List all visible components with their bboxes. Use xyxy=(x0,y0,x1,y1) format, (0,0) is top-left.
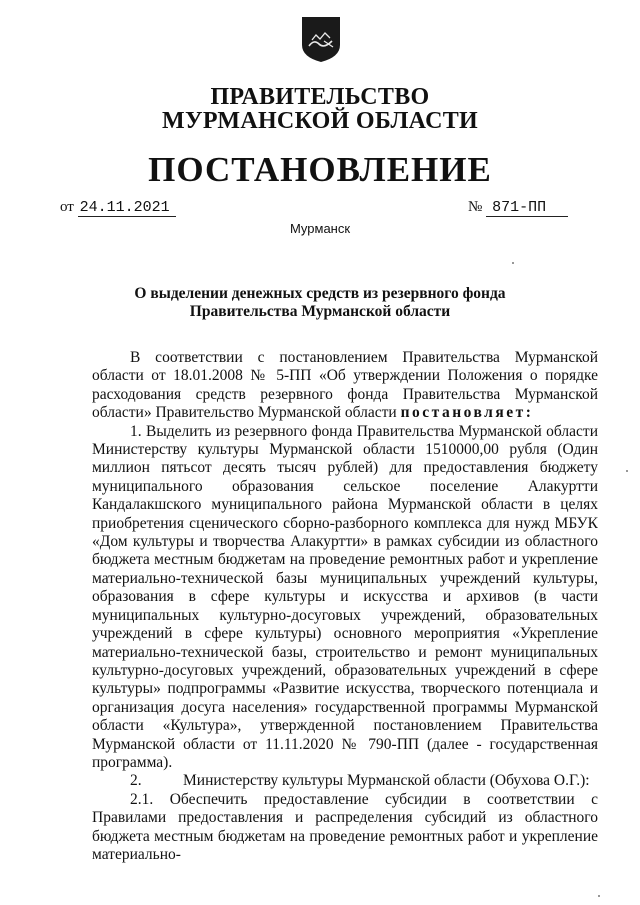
scan-speck xyxy=(626,470,628,472)
city-name: Мурманск xyxy=(289,221,351,236)
org-name-line2: МУРМАНСКОЙ ОБЛАСТИ xyxy=(162,108,478,134)
paragraph-2 xyxy=(92,772,598,790)
paragraph-2-text: Министерству культуры Мурманской области (Обухова О.Г.): xyxy=(183,772,590,790)
document-number: 871-ПП xyxy=(486,199,568,217)
document-type: ПОСТАНОВЛЕНИЕ xyxy=(148,150,492,189)
paragraph-2-number: 2. xyxy=(130,772,142,790)
preamble-paragraph xyxy=(92,349,598,423)
org-name-line1: ПРАВИТЕЛЬСТВО xyxy=(210,84,430,110)
document-date: 24.11.2021 xyxy=(78,199,176,217)
resolves-word: постановляет: xyxy=(400,404,534,422)
scan-speck xyxy=(512,262,514,264)
coat-of-arms-icon xyxy=(300,15,342,63)
date-prefix: от xyxy=(60,199,74,215)
date-row xyxy=(60,199,176,217)
preamble-text: В соответствии с постановлением Правительства Мурманской области от 18.01.2008 № 5-ПП «Об утверждении Положения о порядке расходования средств резервного фонда Правительства Мурманской области» Правительство Мурманской области xyxy=(92,349,598,422)
scan-speck xyxy=(598,895,600,897)
document-title-line2: Правительства Мурманской области xyxy=(189,303,451,320)
paragraph-1: 1. Выделить из резервного фонда Правительства Мурманской области Министерству культуры Мурманской области 1510000,00 рубля (Один миллион пятьсот десять тысяч рублей) для предоставления бюджету муниципального образования сельское поселение Алакуртти Кандалакшского муниципального района Мурманской области в целях приобретения сценического сборно-разборного комплекса для нужд МБУК «Дом культуры и творчества Алакуртти» в рамках субсидии из областного бюджета местным бюджетам на проведение ремонтных работ и укрепление материально-технической базы муниципальных учреждений культуры, образования в сфере культуры и искусства и архивов (в части муниципальных культурно-досуговых учреждений, образовательных учреждений в сфере культуры) основного мероприятия «Укрепление материально-технической базы, строительство и ремонт муниципальных культурно-досуговых учреждений, образовательных учреждений в сфере культуры» подпрограммы «Развитие искусства, творческого потенциала и организация досуга населения» государственной программы Мурманской области «Культура», утвержденной постановлением Правительства Мурманской области от 11.11.2020 № 790-ПП (далее - государственная программа). xyxy=(92,422,598,771)
number-prefix: № xyxy=(468,199,483,215)
paragraph-2-1: 2.1. Обеспечить предоставление субсидии в соответствии с Правилами предоставления и распределения субсидий из областного бюджета местным бюджетам на проведение ремонтных работ и укрепление материально- xyxy=(92,790,598,863)
document-body xyxy=(92,349,598,864)
document-title-line1: О выделении денежных средств из резервного фонда xyxy=(134,285,506,302)
number-row xyxy=(468,199,568,217)
